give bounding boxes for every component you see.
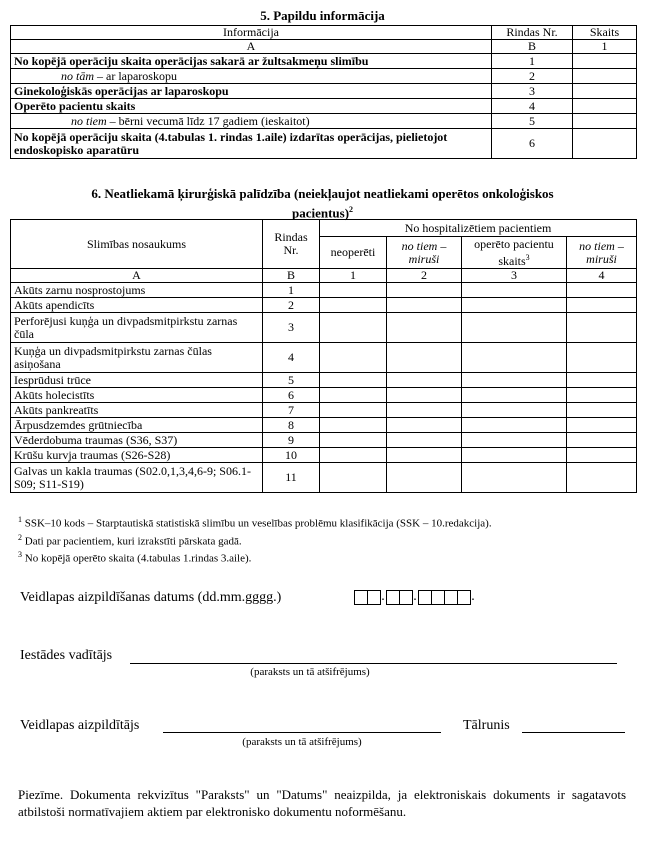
table-letter-row (11, 40, 637, 54)
row-number: 5 (263, 373, 320, 388)
header-row-no: Rindas Nr. (263, 220, 320, 269)
value-cell[interactable] (462, 403, 567, 418)
footnote-text: Dati par pacientiem, kuri izrakstīti pārskata gadā. (22, 535, 242, 548)
row-number: 5 (492, 114, 573, 129)
value-cell[interactable] (320, 388, 387, 403)
row-number: 2 (263, 298, 320, 313)
value-cell[interactable] (387, 418, 462, 433)
count-cell[interactable] (573, 84, 637, 99)
value-cell[interactable] (567, 433, 637, 448)
table-row (11, 313, 637, 343)
row-label: Ārpusdzemdes grūtniecība (11, 418, 263, 433)
header-count: Skaits (573, 26, 637, 40)
value-cell[interactable] (320, 298, 387, 313)
row-label: Krūšu kurvja traumas (S26-S28) (11, 448, 263, 463)
row-label: Akūts apendicīts (11, 298, 263, 313)
section6-table (10, 219, 637, 493)
value-cell[interactable] (462, 373, 567, 388)
row-label: No kopējā operāciju skaita operācijas sakarā ar žultsakmeņu slimību (11, 54, 492, 69)
row-label (11, 114, 492, 129)
header-hospitalized: No hospitalizētiem pacientiem (320, 220, 637, 237)
row-label: Akūts pankreatīts (11, 403, 263, 418)
date-separator: . (471, 589, 475, 604)
footnote-text: SSK–10 kods – Starptautiskā statistiskā slimību un veselības problēmu klasifikācija (SSK – 10.redakcija). (22, 517, 492, 530)
date-digit-box[interactable] (444, 590, 458, 605)
row-label: Akūts zarnu nosprostojums (11, 283, 263, 298)
value-cell[interactable] (320, 313, 387, 343)
row-number: 4 (263, 343, 320, 373)
date-digit-box[interactable] (354, 590, 368, 605)
table-letter-row (11, 269, 637, 283)
header-row-no: Rindas Nr. (492, 26, 573, 40)
row-number: 9 (263, 433, 320, 448)
footnote (18, 548, 633, 566)
filler-caption: (paraksts un tā atšifrējums) (242, 736, 362, 748)
row-number: 1 (492, 54, 573, 69)
table-header-row (11, 26, 637, 40)
value-cell[interactable] (567, 373, 637, 388)
footnote (18, 531, 633, 549)
row-number: 6 (263, 388, 320, 403)
note: Piezīme. Dokumenta rekvizītus "Paraksts" un "Datums" neaizpilda, ja elektroniskais dokuments ir sagatavots atbilstoši normatīvajiem aktiem par elektronisko dokumentu noformēšanu. (18, 787, 626, 819)
date-separator: . (381, 589, 385, 604)
table-row (11, 114, 637, 129)
value-cell[interactable] (462, 463, 567, 493)
row-label (11, 69, 492, 84)
head-caption: (paraksts un tā atšifrējums) (250, 666, 370, 678)
count-cell[interactable] (573, 114, 637, 129)
header-disease: Slimības nosaukums (11, 220, 263, 269)
table-row (11, 298, 637, 313)
row-number: 4 (492, 99, 573, 114)
value-cell[interactable] (320, 343, 387, 373)
row-label-prefix: no tiem (71, 113, 107, 128)
section5-title: 5. Papildu informācija (260, 8, 385, 23)
value-cell[interactable] (567, 463, 637, 493)
date-label: Veidlapas aizpildīšanas datums (dd.mm.gggg.) (20, 590, 282, 605)
value-cell[interactable] (387, 343, 462, 373)
row-label: Galvas un kakla traumas (S02.0,1,3,4,6-9; S06.1-S09; S11-S19) (11, 463, 263, 493)
count-cell[interactable] (573, 129, 637, 159)
letter-a: A (11, 40, 492, 54)
date-digit-box[interactable] (399, 590, 413, 605)
value-cell[interactable] (567, 388, 637, 403)
value-cell[interactable] (462, 313, 567, 343)
value-cell[interactable] (462, 448, 567, 463)
value-cell[interactable] (567, 283, 637, 298)
table-row (11, 388, 637, 403)
footnote-marker: 1 (18, 515, 22, 524)
date-digit-box[interactable] (457, 590, 471, 605)
table-row (11, 283, 637, 298)
row-number: 2 (492, 69, 573, 84)
letter-a: A (11, 269, 263, 283)
table-row (11, 99, 637, 114)
date-boxes[interactable] (354, 589, 476, 605)
footnote (18, 513, 633, 531)
value-cell[interactable] (387, 283, 462, 298)
table-row (11, 433, 637, 448)
value-cell[interactable] (320, 463, 387, 493)
row-number: 3 (263, 313, 320, 343)
row-number: 7 (263, 403, 320, 418)
head-label: Iestādes vadītājs (20, 648, 113, 663)
row-number: 1 (263, 283, 320, 298)
row-label: Perforējusi kuņģa un divpadsmitpirkstu zarnas čūla (11, 313, 263, 343)
table-row (11, 343, 637, 373)
header-operated-count-text: operēto pacientu skaits (474, 236, 554, 268)
value-cell[interactable] (567, 403, 637, 418)
value-cell[interactable] (387, 298, 462, 313)
row-label: Vēderdobuma traumas (S36, S37) (11, 433, 263, 448)
value-cell[interactable] (567, 418, 637, 433)
date-digit-box[interactable] (418, 590, 432, 605)
value-cell[interactable] (387, 403, 462, 418)
count-cell[interactable] (573, 69, 637, 84)
row-number: 8 (263, 418, 320, 433)
value-cell[interactable] (567, 298, 637, 313)
letter-3: 3 (462, 269, 567, 283)
table-header-row (11, 220, 637, 237)
header-info: Informācija (11, 26, 492, 40)
count-cell[interactable] (573, 54, 637, 69)
row-number: 3 (492, 84, 573, 99)
row-label: Operēto pacientu skaits (11, 99, 492, 114)
value-cell[interactable] (462, 343, 567, 373)
letter-4: 4 (567, 269, 637, 283)
value-cell[interactable] (462, 283, 567, 298)
section6-title (10, 186, 635, 221)
value-cell[interactable] (387, 433, 462, 448)
value-cell[interactable] (387, 463, 462, 493)
section6-title-line1: 6. Neatliekamā ķirurģiskā palīdzība (neiekļaujot neatliekami operētos onkoloģiskos (91, 186, 554, 201)
filler-label: Veidlapas aizpildītājs (20, 718, 140, 733)
value-cell[interactable] (462, 388, 567, 403)
table-row (11, 418, 637, 433)
letter-2: 2 (387, 269, 462, 283)
row-label-rest: – ar laparoskopu (94, 68, 177, 83)
date-separator: . (413, 589, 417, 604)
date-digit-box[interactable] (431, 590, 445, 605)
phone-label: Tālrunis (463, 718, 510, 733)
row-label-rest: – bērni vecumā līdz 17 gadiem (ieskaitot) (106, 113, 310, 128)
header-not-operated: neoperēti (320, 237, 387, 269)
footnote-text: No kopējā operēto skaita (4.tabulas 1.rindas 3.aile). (22, 552, 252, 565)
value-cell[interactable] (320, 373, 387, 388)
value-cell[interactable] (462, 298, 567, 313)
head-signature-line[interactable] (130, 662, 617, 664)
table-row (11, 129, 637, 159)
letter-b: B (263, 269, 320, 283)
value-cell[interactable] (462, 433, 567, 448)
value-cell[interactable] (387, 448, 462, 463)
count-cell[interactable] (573, 99, 637, 114)
header-died-2: no tiem – miruši (567, 237, 637, 269)
value-cell[interactable] (387, 313, 462, 343)
footnotes (18, 513, 633, 566)
table-row (11, 84, 637, 99)
table-row (11, 463, 637, 493)
table-row (11, 448, 637, 463)
value-cell[interactable] (320, 283, 387, 298)
value-cell[interactable] (387, 388, 462, 403)
value-cell[interactable] (567, 343, 637, 373)
row-number: 6 (492, 129, 573, 159)
header-died-1: no tiem – miruši (387, 237, 462, 269)
footnote-marker: 2 (18, 532, 22, 542)
phone-line[interactable] (522, 732, 625, 733)
letter-1: 1 (320, 269, 387, 283)
table-row (11, 373, 637, 388)
date-digit-box[interactable] (367, 590, 381, 605)
value-cell[interactable] (567, 313, 637, 343)
section5-table (10, 25, 637, 159)
row-label-prefix: no tām (61, 68, 94, 83)
value-cell[interactable] (387, 373, 462, 388)
value-cell[interactable] (320, 418, 387, 433)
row-label: Ginekoloģiskās operācijas ar laparoskopu (11, 84, 492, 99)
header-operated-count (462, 237, 567, 269)
value-cell[interactable] (567, 448, 637, 463)
footnote-marker: 3 (18, 550, 22, 560)
row-label: Iesprūdusi trūce (11, 373, 263, 388)
value-cell[interactable] (320, 448, 387, 463)
row-label: Akūts holecistīts (11, 388, 263, 403)
row-number: 11 (263, 463, 320, 493)
value-cell[interactable] (320, 433, 387, 448)
section6-title-line2: pacientus) (291, 205, 350, 221)
value-cell[interactable] (462, 418, 567, 433)
date-digit-box[interactable] (386, 590, 400, 605)
letter-1: 1 (573, 40, 637, 54)
value-cell[interactable] (320, 403, 387, 418)
table-row (11, 54, 637, 69)
section6-title-sup: 2 (349, 205, 354, 214)
row-label: No kopējā operāciju skaita (4.tabulas 1. rindas 1.aile) izdarītas operācijas, pielietojot endoskopisko aparatūru (11, 129, 492, 159)
table-row (11, 69, 637, 84)
header-operated-sup: 3 (525, 252, 530, 262)
row-number: 10 (263, 448, 320, 463)
filler-signature-line[interactable] (163, 732, 441, 733)
row-label: Kuņģa un divpadsmitpirkstu zarnas čūlas asiņošana (11, 343, 263, 373)
table-row (11, 403, 637, 418)
letter-b: B (492, 40, 573, 54)
